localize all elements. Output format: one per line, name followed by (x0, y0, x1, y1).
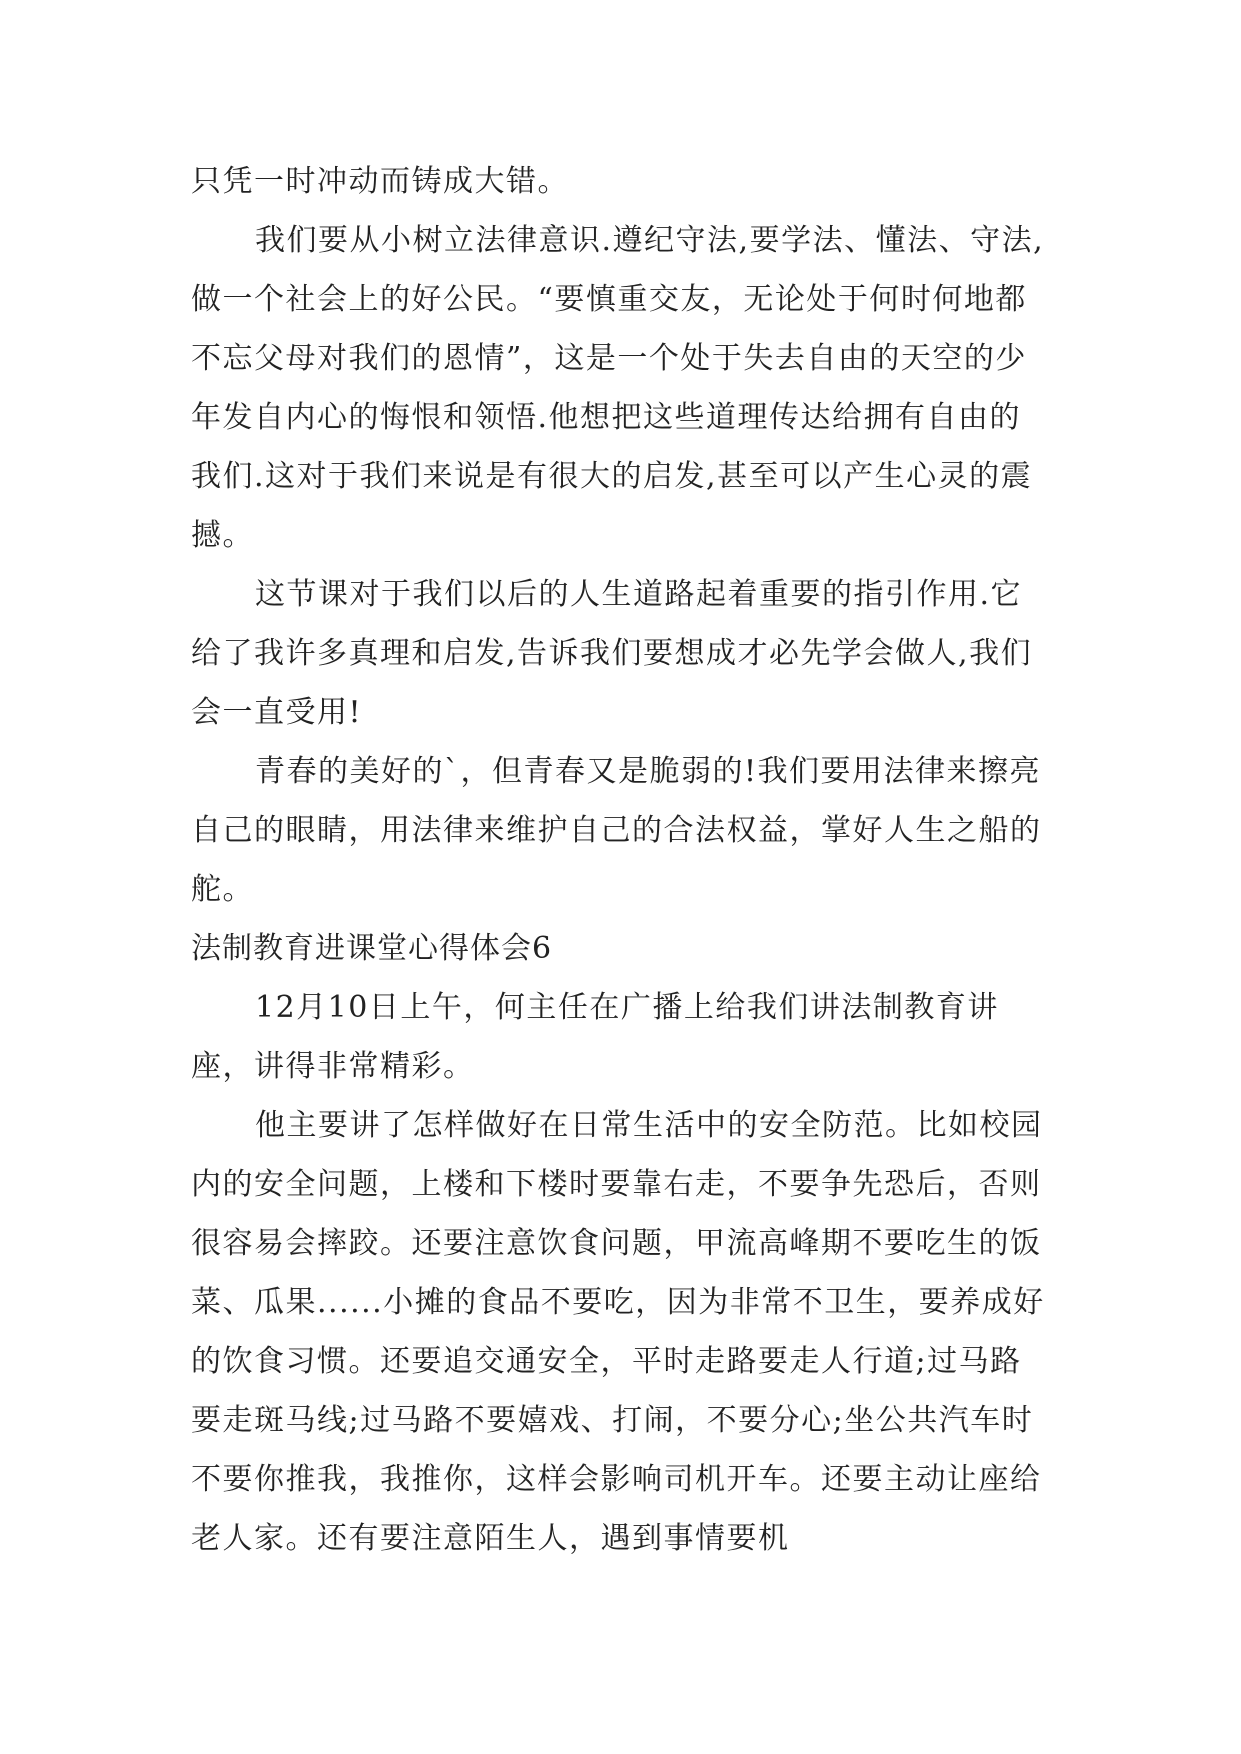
paragraph-lesson-guidance: 这节课对于我们以后的人生道路起着重要的指引作用.它给了我许多真理和启发,告诉我们要想成才必先学会做人,我们会一直受用! (191, 577, 1033, 730)
paragraph-youth: 青春的美好的`，但青春又是脆弱的!我们要用法律来擦亮自己的眼睛，用法律来维护自己的合法权益，掌好人生之船的舵。 (191, 754, 1042, 907)
paragraph-safety-details: 他主要讲了怎样做好在日常生活中的安全防范。比如校园内的安全问题，上楼和下楼时要靠右走，不要争先恐后，否则很容易会摔跤。还要注意饮食问题，甲流高峰期不要吃生的饭菜、瓜果......小摊的食品不要吃，因为非常不卫生，要养成好的饮食习惯。还要追交通安全，平时走路要走人行道;过马路要走斑马线;过马路不要嬉戏、打闹，不要分心;坐公共汽车时不要你推我，我推你，这样会影响司机开车。还要主动让座给老人家。还有要注意陌生人，遇到事情要机 (191, 1108, 1045, 1556)
section-title: 法制教育进课堂心得体会6 (191, 931, 553, 966)
paragraph-lecture-intro: 12月10日上午，何主任在广播上给我们讲法制教育讲座，讲得非常精彩。 (191, 990, 999, 1084)
document-body (191, 152, 1051, 1568)
paragraph-continuation: 只凭一时冲动而铸成大错。 (191, 164, 569, 199)
paragraph-law-awareness: 我们要从小树立法律意识.遵纪守法,要学法、懂法、守法,做一个社会上的好公民。“要慎重交友，无论处于何时何地都不忘父母对我们的恩情”，这是一个处于失去自由的天空的少年发自内心的悔恨和领悟.他想把这些道理传达给拥有自由的我们.这对于我们来说是有很大的启发,甚至可以产生心灵的震撼。 (191, 223, 1045, 553)
